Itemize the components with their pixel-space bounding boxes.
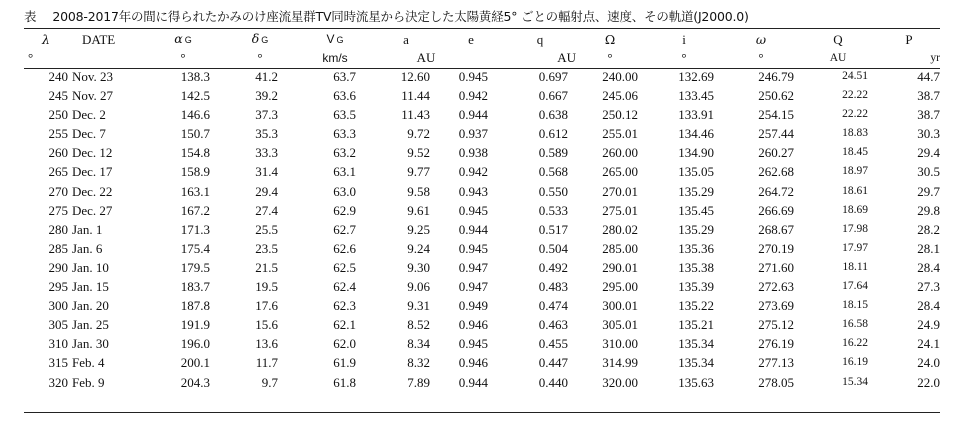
- cell-peri: 254.15: [758, 107, 794, 123]
- cell-P: 38.7: [917, 88, 940, 104]
- cell-e: 0.944: [458, 107, 488, 123]
- cell-peri: 257.44: [758, 126, 794, 142]
- cell-P: 30.5: [917, 164, 940, 180]
- cell-date: Feb. 4: [72, 355, 105, 371]
- cell-peri: 275.12: [758, 317, 794, 333]
- cell-date: Jan. 20: [72, 298, 109, 314]
- cell-lambda: 290: [48, 259, 68, 275]
- cell-i: 135.22: [678, 298, 714, 314]
- col-header-lambda: λ: [42, 31, 50, 47]
- cell-Q: 18.11: [842, 260, 868, 273]
- cell-i: 134.90: [678, 145, 714, 161]
- cell-a: 9.31: [407, 298, 430, 314]
- cell-peri: 260.27: [758, 145, 794, 161]
- cell-node: 270.01: [602, 183, 638, 199]
- cell-Q: 17.64: [842, 280, 868, 293]
- table-row: [24, 67, 940, 86]
- cell-e: 0.945: [458, 336, 488, 352]
- cell-q: 0.455: [538, 336, 568, 352]
- cell-lambda: 240: [48, 69, 68, 84]
- table-top-rule: [24, 28, 940, 29]
- cell-lambda: 285: [48, 240, 68, 256]
- cell-vg: 62.4: [333, 279, 356, 295]
- col-header-date: DATE: [82, 31, 116, 47]
- cell-peri: 277.13: [758, 355, 794, 371]
- cell-e: 0.946: [458, 355, 488, 371]
- cell-q: 0.568: [538, 164, 568, 180]
- cell-e: 0.938: [458, 145, 488, 161]
- cell-peri: 278.05: [758, 374, 794, 390]
- col-header-e: e: [468, 31, 474, 47]
- unit-date: [68, 49, 142, 67]
- table-row: [24, 373, 940, 392]
- cell-e: 0.943: [458, 183, 488, 199]
- unit-P: yr: [930, 52, 940, 64]
- cell-node: 320.00: [602, 374, 638, 390]
- cell-a: 8.32: [407, 355, 430, 371]
- radiant-orbit-table: [24, 30, 940, 392]
- cell-peri: 250.62: [758, 88, 794, 104]
- cell-i: 135.39: [678, 279, 714, 295]
- cell-alpha: 163.1: [180, 183, 210, 199]
- cell-a: 12.60: [400, 69, 430, 84]
- cell-delta: 9.7: [261, 374, 278, 390]
- cell-delta: 27.4: [255, 202, 278, 218]
- cell-i: 133.45: [678, 88, 714, 104]
- cell-Q: 17.98: [842, 222, 868, 235]
- cell-vg: 62.6: [333, 240, 356, 256]
- cell-e: 0.942: [458, 164, 488, 180]
- cell-delta: 29.4: [255, 183, 278, 199]
- cell-delta: 31.4: [255, 164, 278, 180]
- cell-a: 9.61: [407, 202, 430, 218]
- cell-i: 135.29: [678, 221, 714, 237]
- cell-Q: 18.83: [842, 127, 868, 140]
- cell-lambda: 260: [48, 145, 68, 161]
- cell-e: 0.949: [458, 298, 488, 314]
- col-header-a: a: [403, 31, 409, 47]
- unit-e: [438, 49, 504, 67]
- cell-node: 285.00: [602, 240, 638, 256]
- cell-P: 29.8: [917, 202, 940, 218]
- col-header-peri: ω: [755, 31, 767, 47]
- cell-q: 0.589: [538, 145, 568, 161]
- cell-a: 11.44: [401, 88, 430, 104]
- col-header-vg: V G: [326, 32, 344, 46]
- cell-date: Dec. 12: [72, 145, 113, 161]
- column-header-row: [24, 30, 940, 49]
- cell-delta: 17.6: [255, 298, 278, 314]
- table-row: [24, 239, 940, 258]
- cell-P: 27.3: [917, 279, 940, 295]
- cell-vg: 61.8: [333, 374, 356, 390]
- cell-alpha: 150.7: [180, 126, 210, 142]
- cell-date: Dec. 7: [72, 126, 106, 142]
- table-row: [24, 201, 940, 220]
- cell-node: 295.00: [602, 279, 638, 295]
- cell-delta: 13.6: [255, 336, 278, 352]
- unit-Q: AU: [829, 52, 847, 64]
- cell-vg: 63.1: [333, 164, 356, 180]
- cell-q: 0.533: [538, 202, 568, 218]
- cell-P: 28.4: [917, 259, 940, 275]
- cell-delta: 15.6: [255, 317, 278, 333]
- cell-P: 28.1: [917, 240, 940, 256]
- cell-P: 29.7: [917, 183, 940, 199]
- cell-P: 24.1: [917, 336, 940, 352]
- cell-peri: 276.19: [758, 336, 794, 352]
- cell-node: 260.00: [602, 145, 638, 161]
- cell-i: 132.69: [678, 69, 714, 84]
- cell-q: 0.440: [538, 374, 568, 390]
- cell-q: 0.492: [538, 259, 568, 275]
- cell-a: 7.89: [407, 374, 430, 390]
- cell-lambda: 245: [48, 88, 68, 104]
- cell-P: 28.2: [917, 221, 940, 237]
- cell-alpha: 183.7: [180, 279, 210, 295]
- cell-node: 305.01: [602, 317, 638, 333]
- cell-peri: 246.79: [758, 69, 794, 84]
- col-header-i: i: [682, 31, 686, 47]
- cell-node: 314.99: [602, 355, 638, 371]
- cell-i: 135.36: [678, 240, 714, 256]
- cell-delta: 41.2: [255, 69, 278, 84]
- cell-i: 135.34: [678, 355, 714, 371]
- cell-e: 0.937: [458, 126, 488, 142]
- cell-a: 8.34: [407, 336, 430, 352]
- cell-peri: 273.69: [758, 298, 794, 314]
- cell-delta: 37.3: [255, 107, 278, 123]
- cell-alpha: 167.2: [180, 202, 210, 218]
- cell-a: 8.52: [407, 317, 430, 333]
- cell-i: 133.91: [678, 107, 714, 123]
- cell-alpha: 187.8: [180, 298, 210, 314]
- cell-e: 0.944: [458, 221, 488, 237]
- unit-alpha: °: [180, 50, 186, 65]
- cell-node: 240.00: [602, 69, 638, 84]
- cell-a: 9.77: [407, 164, 430, 180]
- cell-e: 0.942: [458, 88, 488, 104]
- cell-a: 9.52: [407, 145, 430, 161]
- cell-date: Dec. 22: [72, 183, 113, 199]
- cell-delta: 39.2: [255, 88, 278, 104]
- cell-peri: 264.72: [758, 183, 794, 199]
- cell-Q: 18.61: [842, 184, 868, 197]
- cell-a: 11.43: [401, 107, 430, 123]
- cell-lambda: 300: [48, 298, 68, 314]
- unit-q: AU: [557, 50, 576, 65]
- cell-Q: 16.22: [842, 337, 868, 350]
- unit-vg: km/s: [322, 51, 348, 65]
- cell-Q: 18.45: [842, 146, 868, 159]
- cell-P: 44.7: [917, 69, 940, 84]
- cell-lambda: 265: [48, 164, 68, 180]
- cell-lambda: 315: [48, 355, 68, 371]
- table-row: [24, 182, 940, 201]
- cell-peri: 271.60: [758, 259, 794, 275]
- cell-node: 300.01: [602, 298, 638, 314]
- cell-q: 0.463: [538, 317, 568, 333]
- cell-alpha: 175.4: [180, 240, 210, 256]
- cell-alpha: 142.5: [180, 88, 210, 104]
- cell-date: Jan. 30: [72, 336, 109, 352]
- cell-lambda: 305: [48, 317, 68, 333]
- unit-lambda: °: [28, 50, 34, 65]
- cell-node: 280.02: [602, 221, 638, 237]
- cell-vg: 63.5: [333, 107, 356, 123]
- cell-alpha: 158.9: [180, 164, 210, 180]
- cell-vg: 62.3: [333, 298, 356, 314]
- unit-header-row: [24, 49, 940, 67]
- cell-vg: 63.2: [333, 145, 356, 161]
- cell-node: 255.01: [602, 126, 638, 142]
- cell-a: 9.24: [407, 240, 430, 256]
- cell-Q: 22.22: [842, 89, 868, 102]
- cell-delta: 23.5: [255, 240, 278, 256]
- cell-alpha: 179.5: [180, 259, 210, 275]
- cell-e: 0.947: [458, 279, 488, 295]
- table-body: [24, 67, 940, 392]
- table-row: [24, 220, 940, 239]
- cell-vg: 62.5: [333, 259, 356, 275]
- cell-alpha: 171.3: [180, 221, 210, 237]
- cell-node: 275.01: [602, 202, 638, 218]
- cell-vg: 61.9: [333, 355, 356, 371]
- cell-q: 0.638: [538, 107, 568, 123]
- cell-a: 9.06: [407, 279, 430, 295]
- cell-date: Jan. 15: [72, 279, 109, 295]
- table-caption: 表 2008-2017年の間に得られたかみのけ座流星群TV同時流星から決定した太陽黄経5° ごとの輻射点、速度、その軌道(J2000.0): [24, 9, 749, 24]
- cell-e: 0.944: [458, 374, 488, 390]
- cell-alpha: 196.0: [180, 336, 210, 352]
- table-row: [24, 315, 940, 334]
- cell-delta: 33.3: [255, 145, 278, 161]
- cell-node: 245.06: [602, 88, 638, 104]
- cell-alpha: 138.3: [180, 69, 210, 84]
- cell-Q: 18.15: [842, 299, 868, 312]
- cell-P: 28.4: [917, 298, 940, 314]
- cell-vg: 63.6: [333, 88, 356, 104]
- cell-date: Jan. 10: [72, 259, 109, 275]
- cell-e: 0.947: [458, 259, 488, 275]
- cell-alpha: 146.6: [180, 107, 210, 123]
- cell-Q: 17.97: [842, 241, 868, 254]
- cell-e: 0.945: [458, 69, 488, 84]
- cell-P: 30.3: [917, 126, 940, 142]
- table-row: [24, 105, 940, 124]
- cell-delta: 25.5: [255, 221, 278, 237]
- cell-Q: 16.58: [842, 318, 868, 331]
- cell-Q: 16.19: [842, 356, 868, 369]
- cell-e: 0.945: [458, 240, 488, 256]
- table-row: [24, 296, 940, 315]
- cell-vg: 62.1: [333, 317, 356, 333]
- cell-alpha: 200.1: [180, 355, 210, 371]
- cell-q: 0.504: [538, 240, 568, 256]
- cell-i: 135.63: [678, 374, 714, 390]
- table-bottom-rule: [24, 412, 940, 413]
- unit-i: °: [681, 50, 687, 65]
- cell-delta: 35.3: [255, 126, 278, 142]
- unit-peri: °: [758, 50, 764, 65]
- cell-Q: 15.34: [842, 375, 868, 388]
- col-header-delta: δ G: [251, 31, 269, 46]
- cell-q: 0.447: [538, 355, 568, 371]
- cell-q: 0.483: [538, 279, 568, 295]
- col-header-P: P: [905, 31, 913, 47]
- cell-date: Dec. 2: [72, 107, 106, 123]
- cell-Q: 24.51: [842, 70, 868, 82]
- cell-vg: 63.0: [333, 183, 356, 199]
- cell-node: 265.00: [602, 164, 638, 180]
- cell-P: 38.7: [917, 107, 940, 123]
- unit-node: °: [607, 50, 613, 65]
- cell-q: 0.517: [538, 221, 568, 237]
- cell-node: 290.01: [602, 259, 638, 275]
- cell-i: 135.38: [678, 259, 714, 275]
- cell-q: 0.612: [538, 126, 568, 142]
- cell-lambda: 275: [48, 202, 68, 218]
- col-header-Q: Q: [833, 31, 843, 47]
- cell-date: Feb. 9: [72, 374, 105, 390]
- cell-date: Nov. 23: [72, 69, 114, 84]
- cell-i: 135.45: [678, 202, 714, 218]
- cell-a: 9.30: [407, 259, 430, 275]
- cell-peri: 262.68: [758, 164, 794, 180]
- cell-a: 9.25: [407, 221, 430, 237]
- cell-delta: 19.5: [255, 279, 278, 295]
- table-row: [24, 258, 940, 277]
- cell-e: 0.946: [458, 317, 488, 333]
- cell-P: 22.0: [917, 374, 940, 390]
- table-row: [24, 334, 940, 353]
- cell-a: 9.58: [407, 183, 430, 199]
- cell-vg: 62.0: [333, 336, 356, 352]
- cell-node: 250.12: [602, 107, 638, 123]
- cell-P: 29.4: [917, 145, 940, 161]
- cell-P: 24.0: [917, 355, 940, 371]
- cell-Q: 18.69: [842, 203, 868, 216]
- cell-alpha: 154.8: [180, 145, 210, 161]
- cell-date: Dec. 27: [72, 202, 113, 218]
- cell-alpha: 191.9: [180, 317, 210, 333]
- cell-a: 9.72: [407, 126, 430, 142]
- cell-Q: 18.97: [842, 165, 868, 178]
- cell-vg: 63.7: [333, 69, 356, 84]
- cell-delta: 11.7: [255, 355, 278, 371]
- cell-delta: 21.5: [255, 259, 278, 275]
- cell-lambda: 250: [48, 107, 68, 123]
- cell-q: 0.667: [538, 88, 568, 104]
- cell-date: Nov. 27: [72, 88, 114, 104]
- cell-q: 0.697: [538, 69, 568, 84]
- cell-q: 0.550: [538, 183, 568, 199]
- cell-e: 0.945: [458, 202, 488, 218]
- cell-i: 135.34: [678, 336, 714, 352]
- cell-date: Jan. 6: [72, 240, 103, 256]
- table-row: [24, 277, 940, 296]
- cell-vg: 62.7: [333, 221, 356, 237]
- cell-node: 310.00: [602, 336, 638, 352]
- cell-lambda: 255: [48, 126, 68, 142]
- col-header-alpha: α G: [174, 31, 192, 46]
- table-row: [24, 124, 940, 143]
- unit-delta: °: [257, 50, 263, 65]
- col-header-node: Ω: [604, 31, 616, 47]
- cell-P: 24.9: [917, 317, 940, 333]
- table-row: [24, 353, 940, 372]
- cell-i: 134.46: [678, 126, 714, 142]
- cell-peri: 268.67: [758, 221, 794, 237]
- cell-Q: 22.22: [842, 108, 868, 121]
- cell-lambda: 295: [48, 279, 68, 295]
- cell-alpha: 204.3: [180, 374, 210, 390]
- table-row: [24, 143, 940, 162]
- cell-lambda: 320: [48, 374, 68, 390]
- cell-i: 135.05: [678, 164, 714, 180]
- cell-date: Jan. 1: [72, 221, 103, 237]
- col-header-q: q: [536, 31, 544, 47]
- cell-i: 135.21: [678, 317, 714, 333]
- cell-peri: 270.19: [758, 240, 794, 256]
- unit-a: AU: [416, 50, 436, 65]
- cell-date: Dec. 17: [72, 164, 113, 180]
- cell-peri: 266.69: [758, 202, 794, 218]
- table-row: [24, 162, 940, 181]
- cell-date: Jan. 25: [72, 317, 109, 333]
- cell-q: 0.474: [538, 298, 568, 314]
- cell-lambda: 310: [48, 336, 68, 352]
- cell-lambda: 280: [48, 221, 68, 237]
- cell-lambda: 270: [48, 183, 68, 199]
- cell-vg: 62.9: [333, 202, 356, 218]
- cell-peri: 272.63: [758, 279, 794, 295]
- cell-i: 135.29: [678, 183, 714, 199]
- cell-vg: 63.3: [333, 126, 356, 142]
- table-row: [24, 86, 940, 105]
